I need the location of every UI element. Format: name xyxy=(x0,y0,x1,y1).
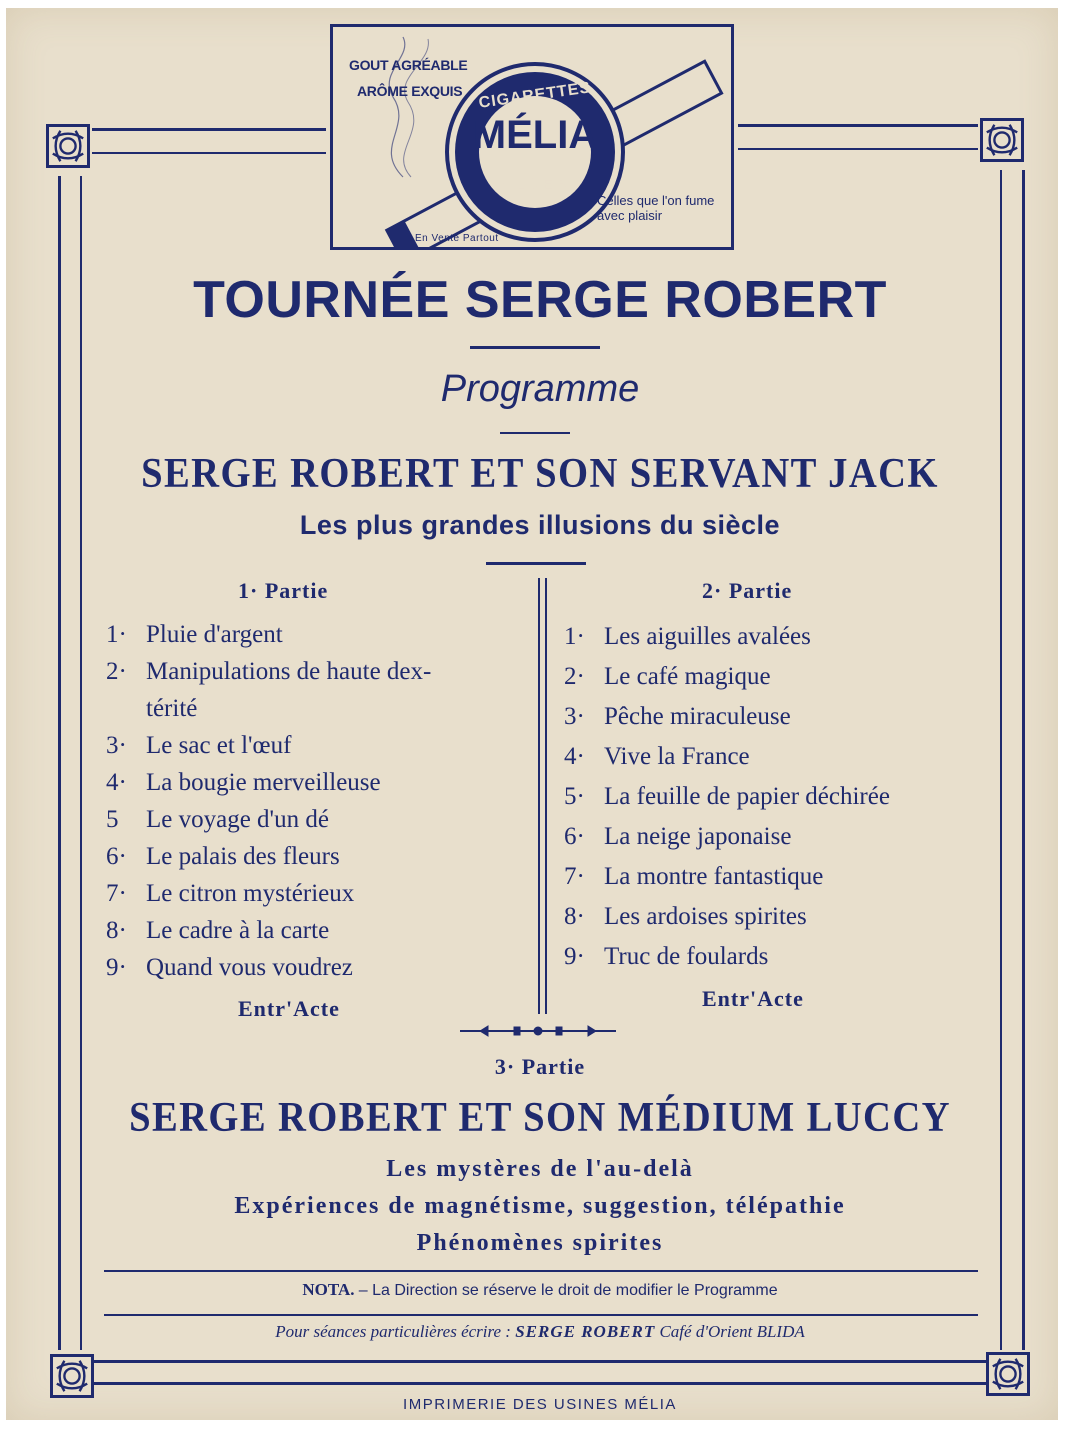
list-item: 4· La bougie merveilleuse xyxy=(106,769,381,796)
act1-heading: SERGE ROBERT ET SON SERVANT JACK xyxy=(141,451,939,497)
list-item: 1· Pluie d'argent xyxy=(106,621,283,648)
melia-cigarette-ad xyxy=(330,24,734,250)
corner-knot-top-right-icon xyxy=(980,118,1024,162)
column-separator xyxy=(538,578,540,1014)
contact-name: SERGE ROBERT xyxy=(515,1322,656,1341)
corner-knot-top-left-icon xyxy=(46,124,90,168)
corner-knot-bottom-right-icon xyxy=(986,1352,1030,1396)
part1-entracte: Entr'Acte xyxy=(238,996,340,1021)
list-item: 1· Les aiguilles avalées xyxy=(564,623,811,650)
nota-text: – La Direction se réserve le droit de modifier le Programme xyxy=(358,1282,778,1299)
list-item: 2· Le café magique xyxy=(564,663,771,690)
part3-label: 3· Partie xyxy=(494,1054,586,1079)
act1-heading-wrap xyxy=(0,450,1080,498)
part3-line1: Les mystères de l'au-delà xyxy=(386,1156,694,1182)
ad-brand-top: CIGARETTES xyxy=(477,79,593,112)
part3-heading: SERGE ROBERT ET SON MÉDIUM LUCCY xyxy=(129,1095,951,1141)
programme-divider xyxy=(500,432,570,434)
act1-divider xyxy=(486,562,586,565)
frame-top-left-line-inner xyxy=(92,152,326,154)
contact-place: Café d'Orient BLIDA xyxy=(659,1322,805,1341)
list-item: 5· La feuille de papier déchirée xyxy=(564,783,890,810)
frame-top-left-line-outer xyxy=(92,128,326,131)
list-item: 6· La neige japonaise xyxy=(564,823,792,850)
list-item: 6· Le palais des fleurs xyxy=(106,843,340,870)
frame-top-right-line-inner xyxy=(738,148,978,150)
list-item: 9· Quand vous voudrez xyxy=(106,954,353,981)
printer-footer: IMPRIMERIE DES USINES MÉLIA xyxy=(403,1396,677,1413)
part2-label: 2· Partie xyxy=(702,578,793,603)
part2-entracte: Entr'Acte xyxy=(702,986,804,1011)
decorative-ornament-icon xyxy=(460,1024,616,1038)
list-item: 8· Les ardoises spirites xyxy=(564,903,807,930)
list-item: 4· Vive la France xyxy=(564,743,750,770)
nota-line xyxy=(0,1280,1080,1300)
frame-bottom-line-inner xyxy=(92,1360,986,1363)
list-item: 2· Manipulations de haute dex- xyxy=(106,658,432,685)
part3-heading-wrap xyxy=(0,1094,1080,1142)
contact-prefix: Pour séances particulières écrire : xyxy=(275,1322,511,1341)
part1-label: 1· Partie xyxy=(238,578,329,603)
list-item: 3· Pêche miraculeuse xyxy=(564,703,791,730)
part3-line3: Phénomènes spirites xyxy=(416,1230,664,1256)
list-item: 7· La montre fantastique xyxy=(564,863,824,890)
list-item: 8· Le cadre à la carte xyxy=(106,917,330,944)
act1-subheading: Les plus grandes illusions du siècle xyxy=(299,510,781,540)
list-item: térité xyxy=(146,695,198,722)
part3-line2: Expériences de magnétisme, suggestion, télépathie xyxy=(234,1193,846,1219)
list-item: 3· Le sac et l'œuf xyxy=(106,732,292,759)
list-item: 5 Le voyage d'un dé xyxy=(106,806,329,833)
list-item: 7· Le citron mystérieux xyxy=(106,880,355,907)
part2-list xyxy=(564,618,1004,975)
nota-bottom-rule xyxy=(104,1314,978,1316)
contact-line xyxy=(0,1322,1080,1342)
ad-slogan: Celles que l'on fume avec plaisir xyxy=(597,193,715,223)
part1-list xyxy=(106,616,536,986)
ad-aroma-text: ARÔME EXQUIS xyxy=(357,83,463,99)
ad-brand-name: MÉLIA xyxy=(472,113,598,157)
frame-bottom-line-outer xyxy=(92,1382,986,1385)
ad-sale-text: En Vente Partout xyxy=(415,233,499,244)
corner-knot-bottom-left-icon xyxy=(50,1354,94,1398)
programme-heading: Programme xyxy=(440,368,640,410)
column-separator-2 xyxy=(545,578,547,1014)
frame-top-right-line-outer xyxy=(738,124,978,127)
ad-taste-text: GOUT AGRÉABLE xyxy=(349,57,468,73)
list-item: 9· Truc de foulards xyxy=(564,943,769,970)
ad-brand-city: ALGER xyxy=(500,175,570,194)
title-divider xyxy=(470,346,600,349)
poster-title: TOURNÉE SERGE ROBERT xyxy=(193,271,887,329)
nota-top-rule xyxy=(104,1270,978,1272)
nota-label: NOTA. xyxy=(302,1280,355,1299)
